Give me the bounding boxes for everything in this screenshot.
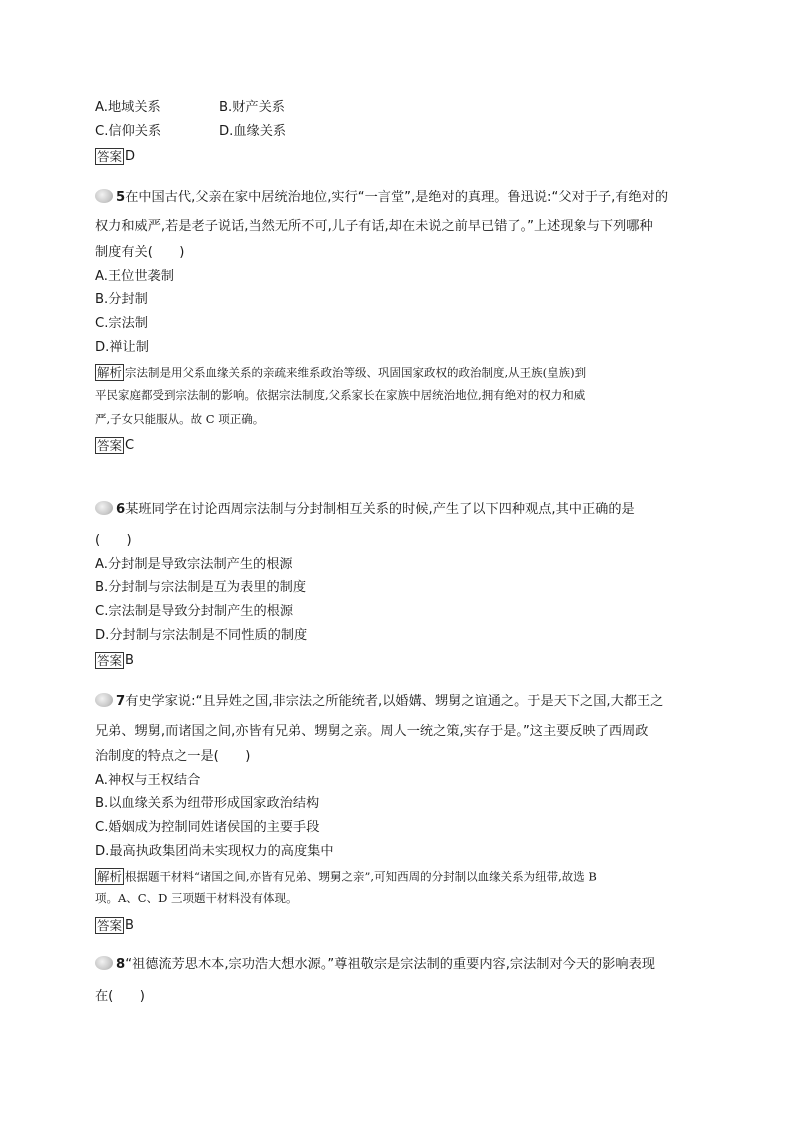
q8-stem-text: “祖德流芳思木本,宗功浩大想水源。”尊祖敬宗是宗法制的重要内容,宗法制对今天的影响表现 [125,957,655,972]
q6-option-a: A.分封制是导致宗法制产生的根源 [95,557,293,572]
q4-option-a: A.地域关系 [95,100,161,115]
q7-stem-line-2: 兄弟、甥舅,而诸国之间,亦皆有兄弟、甥舅之亲。周人一统之策,实存于是。”这主要反映了西周政 [95,724,649,739]
q6-option-c: C.宗法制是导致分封制产生的根源 [95,604,294,619]
q7-analysis-line-1 [95,868,597,885]
q5-number: 5 [116,190,126,205]
q5-analysis-line-1 [95,364,586,381]
answer-value: B [125,653,134,668]
q6-number: 6 [116,502,126,517]
q7-number: 7 [116,694,126,709]
q4-options-row-1 [95,101,161,114]
q5-stem-line-1 [95,189,668,204]
q8-stem-line-1 [95,956,655,971]
answer-tag: 答案 [97,149,123,164]
answer-tag: 答案 [97,653,123,668]
q6-stem-line-2: ( ) [95,533,132,548]
q5-answer [95,437,134,454]
analysis-tag: 解析 [97,869,123,884]
answer-value: B [125,918,134,933]
q6-option-b: B.分封制与宗法制是互为表里的制度 [95,580,307,595]
answer-tag: 答案 [97,438,123,453]
analysis-tag: 解析 [97,365,123,380]
q7-analysis-line-2: 项。A、C、D 三项题干材料没有体现。 [95,891,298,905]
q6-answer [95,652,134,669]
q6-option-d: D.分封制与宗法制是不同性质的制度 [95,628,308,643]
q5-analysis-line-2: 平民家庭都受到宗法制的影响。依据宗法制度,父系家长在家族中居统治地位,拥有绝对的权力和威 [95,388,586,402]
q6-stem-line-1 [95,501,635,516]
q6-stem-text: 某班同学在讨论西周宗法制与分封制相互关系的时候,产生了以下四种观点,其中正确的是 [125,502,635,517]
q5-stem-line-2: 权力和威严,若是老子说话,当然无所不可,儿子有话,却在未说之前早已错了。”上述现象与下列哪种 [95,219,653,234]
q5-stem-text: 在中国古代,父亲在家中居统治地位,实行“一言堂”,是绝对的真理。鲁迅说:“父对于子,有绝对的 [125,190,669,205]
answer-value: C [125,438,135,453]
question-bullet-icon [95,189,113,203]
question-bullet-icon [95,693,113,707]
q5-stem-line-3: 制度有关( ) [95,245,185,260]
q8-stem-line-2: 在( ) [95,989,145,1004]
q7-option-d: D.最高执政集团尚未实现权力的高度集中 [95,844,334,859]
q5-option-a: A.王位世袭制 [95,269,174,284]
q5-option-b: B.分封制 [95,292,148,307]
q4-option-c: C.信仰关系 [95,124,162,139]
q5-option-c: C.宗法制 [95,316,148,331]
q7-stem-line-3: 治制度的特点之一是( ) [95,749,251,764]
answer-value: D [125,149,136,164]
q7-stem-line-1 [95,693,663,708]
q8-number: 8 [116,957,126,972]
q4-option-b: B.财产关系 [219,100,285,115]
q7-stem-text: 有史学家说:“且异姓之国,非宗法之所能统者,以婚媾、甥舅之谊通之。于是天下之国,大都王之 [125,694,664,709]
q4-option-d: D.血缘关系 [219,124,287,139]
answer-tag: 答案 [97,918,123,933]
q5-analysis-text: 宗法制是用父系血缘关系的亲疏来维系政治等级、巩固国家政权的政治制度,从王族(皇族)到 [125,365,587,380]
q4-answer [95,148,135,165]
q7-option-c: C.婚姻成为控制同姓诸侯国的主要手段 [95,820,320,835]
q7-analysis-text: 根据题干材料“诸国之间,亦皆有兄弟、甥舅之亲”,可知西周的分封制以血缘关系为纽带,故选 B [125,869,597,884]
q5-option-d: D.禅让制 [95,340,149,355]
q5-analysis-line-3: 严,子女只能服从。故 C 项正确。 [95,412,265,426]
q7-option-a: A.神权与王权结合 [95,773,201,788]
q7-answer [95,917,134,934]
q7-option-b: B.以血缘关系为纽带形成国家政治结构 [95,796,320,811]
question-bullet-icon [95,501,113,515]
question-bullet-icon [95,956,113,970]
